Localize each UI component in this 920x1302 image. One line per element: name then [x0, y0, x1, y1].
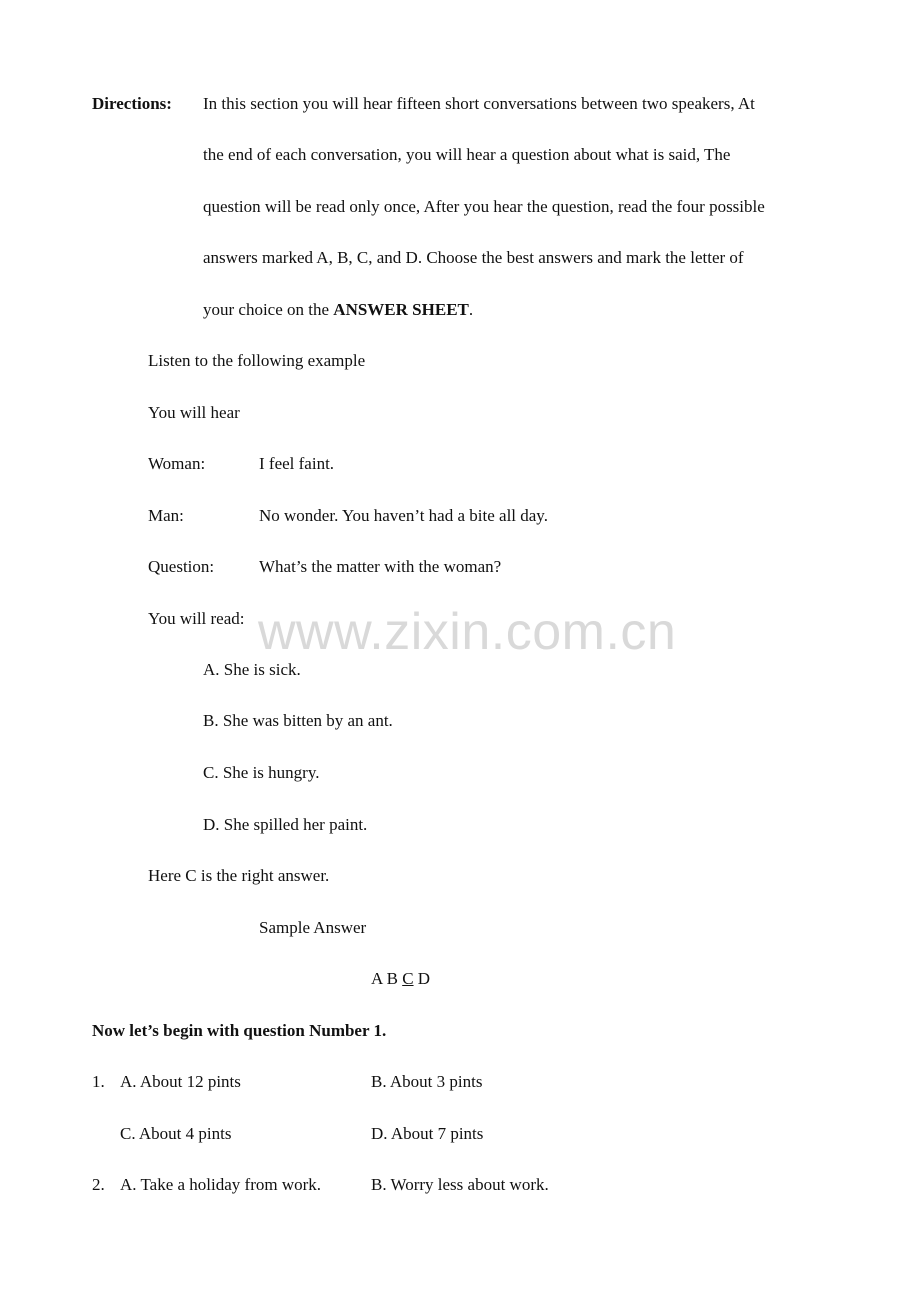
you-will-read: You will read:	[148, 609, 245, 628]
speaker-woman: Woman:	[148, 454, 206, 473]
directions-line-5	[203, 300, 473, 320]
directions-label: Directions:	[92, 94, 172, 113]
example-option-c: C. She is hungry.	[203, 763, 320, 782]
sample-letter-c-marked: C	[402, 969, 414, 988]
question-2-number: 2.	[92, 1175, 105, 1194]
directions-line-2: the end of each conversation, you will hear a question about what is said, The	[203, 145, 731, 164]
begin-heading: Now let’s begin with question Number 1.	[92, 1021, 387, 1040]
directions-line-5-prefix: your choice on the	[203, 300, 334, 319]
sample-letter-b: B	[386, 969, 398, 988]
sample-answer-label: Sample Answer	[259, 918, 367, 937]
question-2-option-b: B. Worry less about work.	[371, 1175, 549, 1194]
question-1-number: 1.	[92, 1072, 105, 1091]
directions-line-1: In this section you will hear fifteen short conversations between two speakers, At	[203, 94, 755, 113]
speaker-question: Question:	[148, 557, 215, 576]
sample-answer-letters	[371, 969, 430, 989]
example-intro: Listen to the following example	[148, 351, 366, 370]
question-1-option-d: D. About 7 pints	[371, 1124, 484, 1143]
question-1-option-b: B. About 3 pints	[371, 1072, 483, 1091]
directions-line-4: answers marked A, B, C, and D. Choose the best answers and mark the letter of	[203, 248, 744, 267]
example-option-d: D. She spilled her paint.	[203, 815, 368, 834]
line-question: What’s the matter with the woman?	[259, 557, 502, 576]
sample-letter-a: A	[371, 969, 383, 988]
example-option-b: B. She was bitten by an ant.	[203, 711, 393, 730]
question-1-option-c: C. About 4 pints	[120, 1124, 232, 1143]
sample-letter-d: D	[417, 969, 431, 988]
example-option-a: A. She is sick.	[203, 660, 301, 679]
speaker-man: Man:	[148, 506, 184, 525]
watermark: www.zixin.com.cn	[258, 603, 677, 661]
line-man: No wonder. You haven’t had a bite all day.	[259, 506, 548, 525]
answer-sheet-emphasis: ANSWER SHEET	[333, 300, 469, 319]
right-answer-note: Here C is the right answer.	[148, 866, 330, 885]
question-2-option-a: A. Take a holiday from work.	[120, 1175, 322, 1194]
question-1-option-a: A. About 12 pints	[120, 1072, 241, 1091]
directions-line-3: question will be read only once, After you hear the question, read the four possible	[203, 197, 765, 216]
directions-line-5-suffix: .	[468, 300, 474, 319]
you-will-hear: You will hear	[148, 403, 240, 422]
line-woman: I feel faint.	[259, 454, 335, 473]
